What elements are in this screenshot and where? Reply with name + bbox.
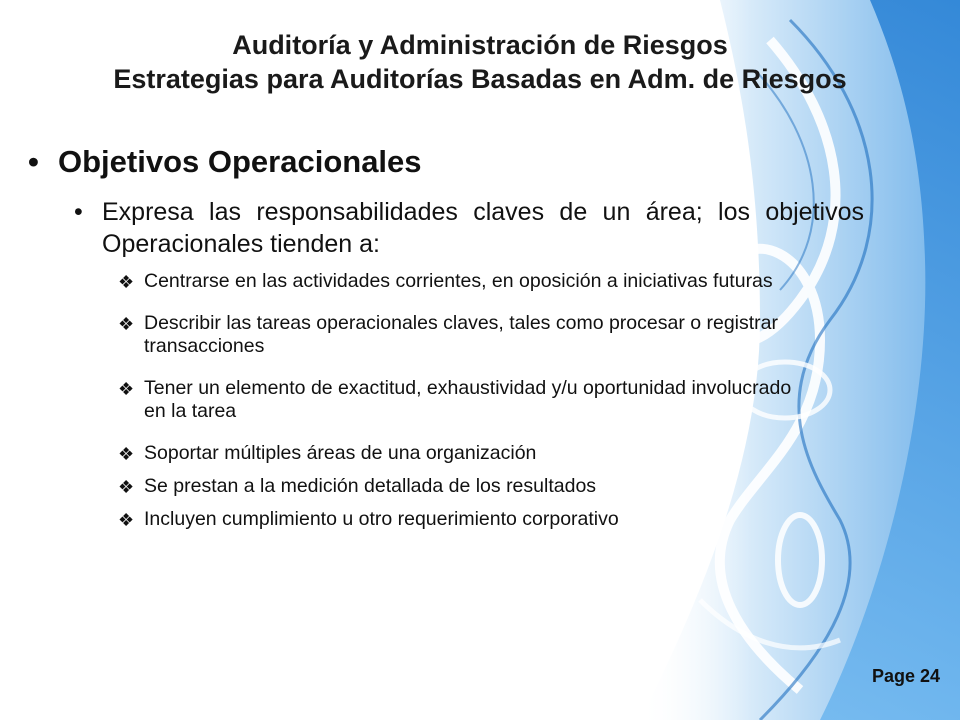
list-item [118,508,798,531]
bullet-marker: • [74,198,83,226]
diamond-bullet-icon: ❖ [118,314,135,334]
list-item-text: Describir las tareas operacionales claves, tales como procesar o registrar transacciones [144,312,779,357]
title-line-2: Estrategias para Auditorías Basadas en Adm. de Riesgos [113,64,847,94]
list-item [118,377,798,423]
bullet-marker: • [28,144,39,179]
sub-point-text: Expresa las responsabilidades claves de un área; los objetivos Operacionales tienden a: [102,198,864,258]
list-item-text: Centrarse en las actividades corrientes, en oposición a iniciativas futuras [144,270,773,292]
diamond-bullet-icon: ❖ [118,477,135,497]
list-item-text: Tener un elemento de exactitud, exhaustividad y/u oportunidad involucrado en la tarea [144,377,792,422]
list-item [118,442,798,465]
title-line-1: Auditoría y Administración de Riesgos [232,30,728,60]
list-item [118,312,798,358]
list-item [118,475,798,498]
list-item-text: Incluyen cumplimiento u otro requerimiento corporativo [144,508,619,530]
diamond-bullet-icon: ❖ [118,379,135,399]
section-heading [28,144,422,180]
diamond-bullet-icon: ❖ [118,510,135,530]
sub-point [74,196,864,260]
objective-list [118,270,798,541]
diamond-bullet-icon: ❖ [118,444,135,464]
diamond-bullet-icon: ❖ [118,272,135,292]
page-number: Page 24 [871,666,940,686]
list-item [118,270,798,293]
list-item-text: Se prestan a la medición detallada de los resultados [144,475,597,497]
list-item-text: Soportar múltiples áreas de una organización [144,442,537,464]
section-heading-text: Objetivos Operacionales [58,144,422,179]
